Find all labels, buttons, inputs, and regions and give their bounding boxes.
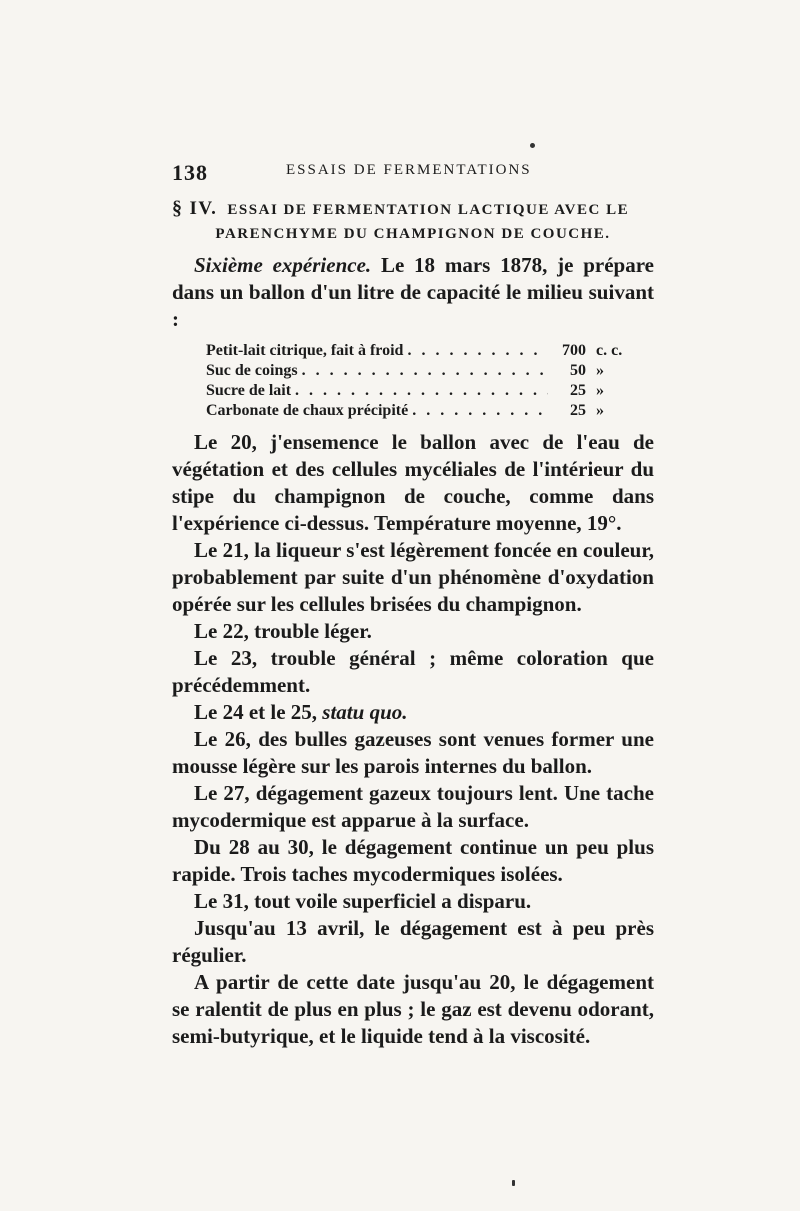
paragraph-day-26: Le 26, des bulles gazeuses sont venues former une mousse légère sur les parois internes du ballon.	[172, 727, 654, 778]
recipe-quantity: 25	[570, 382, 586, 399]
recipe-unit: »	[596, 402, 604, 419]
leader-dots	[291, 381, 548, 401]
book-page	[172, 160, 654, 1050]
section-heading	[172, 196, 654, 246]
paragraph-day-21: Le 21, la liqueur s'est légèrement foncée en couleur, probablement par suite d'un phénomène d'oxydation opérée sur les cellules brisées du champignon.	[172, 538, 654, 616]
paragraph-day-31: Le 31, tout voile superficiel a disparu.	[194, 889, 532, 913]
page-number: 138	[172, 160, 208, 185]
recipe-ingredient: Petit-lait citrique, fait à froid	[206, 342, 404, 359]
recipe-unit: c. c.	[596, 342, 623, 359]
recipe-row	[206, 381, 654, 401]
section-number: IV.	[189, 198, 218, 219]
recipe-quantity: 700	[562, 342, 586, 359]
intro-paragraph	[172, 252, 654, 333]
section-mark: §	[172, 197, 184, 219]
paragraph-april-20: A partir de cette date jusqu'au 20, le dégagement se ralentit de plus en plus ; le gaz est devenu odorant, semi-butyrique, et le liquide tend à la viscosité.	[172, 970, 654, 1048]
paper-speck	[530, 143, 535, 148]
paragraph-day-24	[172, 699, 654, 726]
recipe-table	[206, 341, 654, 421]
recipe-row	[206, 341, 654, 361]
running-head	[172, 160, 654, 186]
paragraph-day-20: Le 20, j'ensemence le ballon avec de l'eau de végétation et des cellules mycéliales de l'intérieur du stipe du champignon de couche, comme dans l'expérience ci-dessus. Température moyenne, 19°.	[172, 430, 654, 535]
leader-dots	[403, 341, 548, 361]
paper-speck	[512, 1180, 515, 1186]
recipe-ingredient: Sucre de lait	[206, 382, 292, 399]
paragraph-april-13: Jusqu'au 13 avril, le dégagement est à peu près régulier.	[172, 916, 654, 967]
statu-quo: statu quo.	[322, 700, 408, 724]
paragraph-day-28: Du 28 au 30, le dégagement continue un peu plus rapide. Trois taches mycodermiques isolées.	[172, 835, 654, 886]
recipe-row	[206, 401, 654, 421]
experiment-title: Sixième expérience.	[194, 253, 372, 277]
paragraph-day-22: Le 22, trouble léger.	[194, 619, 372, 643]
intro-text: Le 18 mars 1878, je prépare dans un ballon d'un litre de capacité le milieu suivant :	[172, 253, 654, 331]
recipe-quantity: 50	[570, 362, 586, 379]
recipe-row	[206, 361, 654, 381]
leader-dots	[298, 361, 548, 381]
leader-dots	[408, 401, 548, 421]
running-title: ESSAIS DE FERMENTATIONS	[286, 162, 532, 178]
recipe-unit: »	[596, 382, 604, 399]
recipe-unit: »	[596, 362, 604, 379]
section-title-line-2: PARENCHYME DU CHAMPIGNON DE COUCHE.	[215, 226, 611, 242]
recipe-ingredient: Suc de coings	[206, 362, 298, 379]
recipe-quantity: 25	[570, 402, 586, 419]
recipe-ingredient: Carbonate de chaux précipité	[206, 402, 409, 419]
paragraph-day-23: Le 23, trouble général ; même coloration que précédemment.	[172, 646, 654, 697]
section-title-line-1: ESSAI DE FERMENTATION LACTIQUE AVEC LE	[227, 202, 630, 218]
section-heading-line-1	[172, 196, 654, 222]
paragraph-day-27: Le 27, dégagement gazeux toujours lent. Une tache mycodermique est apparue à la surface.	[172, 781, 654, 832]
paragraph-day-24-text: Le 24 et le 25,	[194, 700, 323, 724]
